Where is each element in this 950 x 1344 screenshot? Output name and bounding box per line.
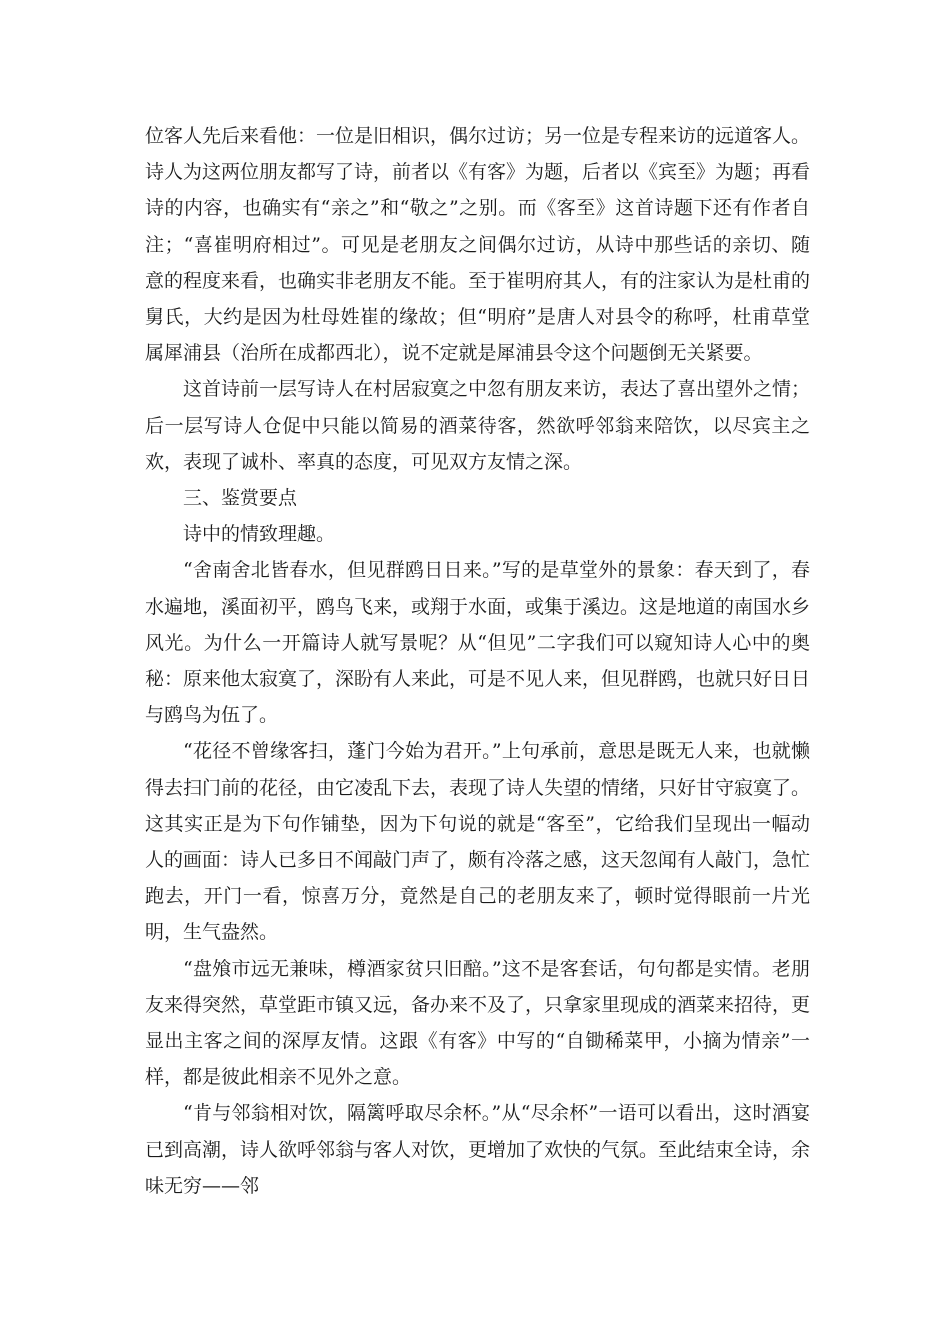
paragraph-cui-mingfu: 位客人先后来看他：一位是旧相识，偶尔过访；另一位是专程来访的远道客人。诗人为这两位朋友都写了诗，前者以《有客》为题，后者以《宾至》为题；再看诗的内容，也确实有“亲之”和“敬之”之别。而《客至》这首诗题下还有作者自注；“喜崔明府相过”。可见是老朋友之间偶尔过访，从诗中那些话的亲切、随意的程度来看，也确实非老朋友不能。至于崔明府其人，有的注家认为是杜甫的舅氏，大约是因为杜母姓崔的缘故；但“明府”是唐人对县令的称呼，杜甫草堂属犀浦县（治所在成都西北），说不定就是犀浦县令这个问题倒无关紧要。	[145, 125, 811, 365]
paragraph-structure-summary: 这首诗前一层写诗人在村居寂寞之中忽有朋友来访，表达了喜出望外之情；后一层写诗人仓促中只能以简易的酒菜待客，然欲呼邻翁来陪饮，以尽宾主之欢，表现了诚朴、率真的态度，可见双方友情之深。	[145, 378, 811, 473]
paragraph-simple-dishes: “盘飧市远无兼味，樽酒家贫只旧醅。”这不是客套话，句句都是实情。老朋友来得突然，草堂距市镇又远，备办来不及了，只拿家里现成的酒菜来招待，更显出主客之间的深厚友情。这跟《有客》中写的“自锄稀菜甲，小摘为情亲”一样，都是彼此相亲不见外之意。	[145, 957, 811, 1089]
document-body	[145, 118, 810, 1204]
paragraph-neighbor-drink: “肯与邻翁相对饮，隔篱呼取尽余杯。”从“尽余杯”一语可以看出，这时酒宴已到高潮，诗人欲呼邻翁与客人对饮，更增加了欢快的气氛。至此结束全诗，余味无穷——邻	[145, 1102, 811, 1197]
section-heading-appreciation-points: 三、鉴赏要点	[183, 487, 298, 510]
subheading-poetic-interest: 诗中的情致理趣。	[183, 523, 336, 546]
paragraph-spring-water: “舍南舍北皆春水，但见群鸥日日来。”写的是草堂外的景象：春天到了，春水遍地，溪面初平，鸥鸟飞来，或翔于水面，或集于溪边。这是地道的南国水乡风光。为什么一开篇诗人就写景呢？从“但见”二字我们可以窥知诗人心中的奥秘：原来他太寂寞了，深盼有人来此，可是不见人来，但见群鸥，也就只好日日与鸥鸟为伍了。	[145, 559, 811, 727]
paragraph-flower-path: “花径不曾缘客扫，蓬门今始为君开。”上句承前，意思是既无人来，也就懒得去扫门前的花径，由它凌乱下去，表现了诗人失望的情绪，只好甘守寂寞了。这其实正是为下句作铺垫，因为下句说的就是“客至”，它给我们呈现出一幅动人的画面：诗人已多日不闻敲门声了，颇有冷落之感，这天忽闻有人敲门，急忙跑去，开门一看，惊喜万分，竟然是自己的老朋友来了，顿时觉得眼前一片光明，生气盎然。	[145, 740, 811, 944]
